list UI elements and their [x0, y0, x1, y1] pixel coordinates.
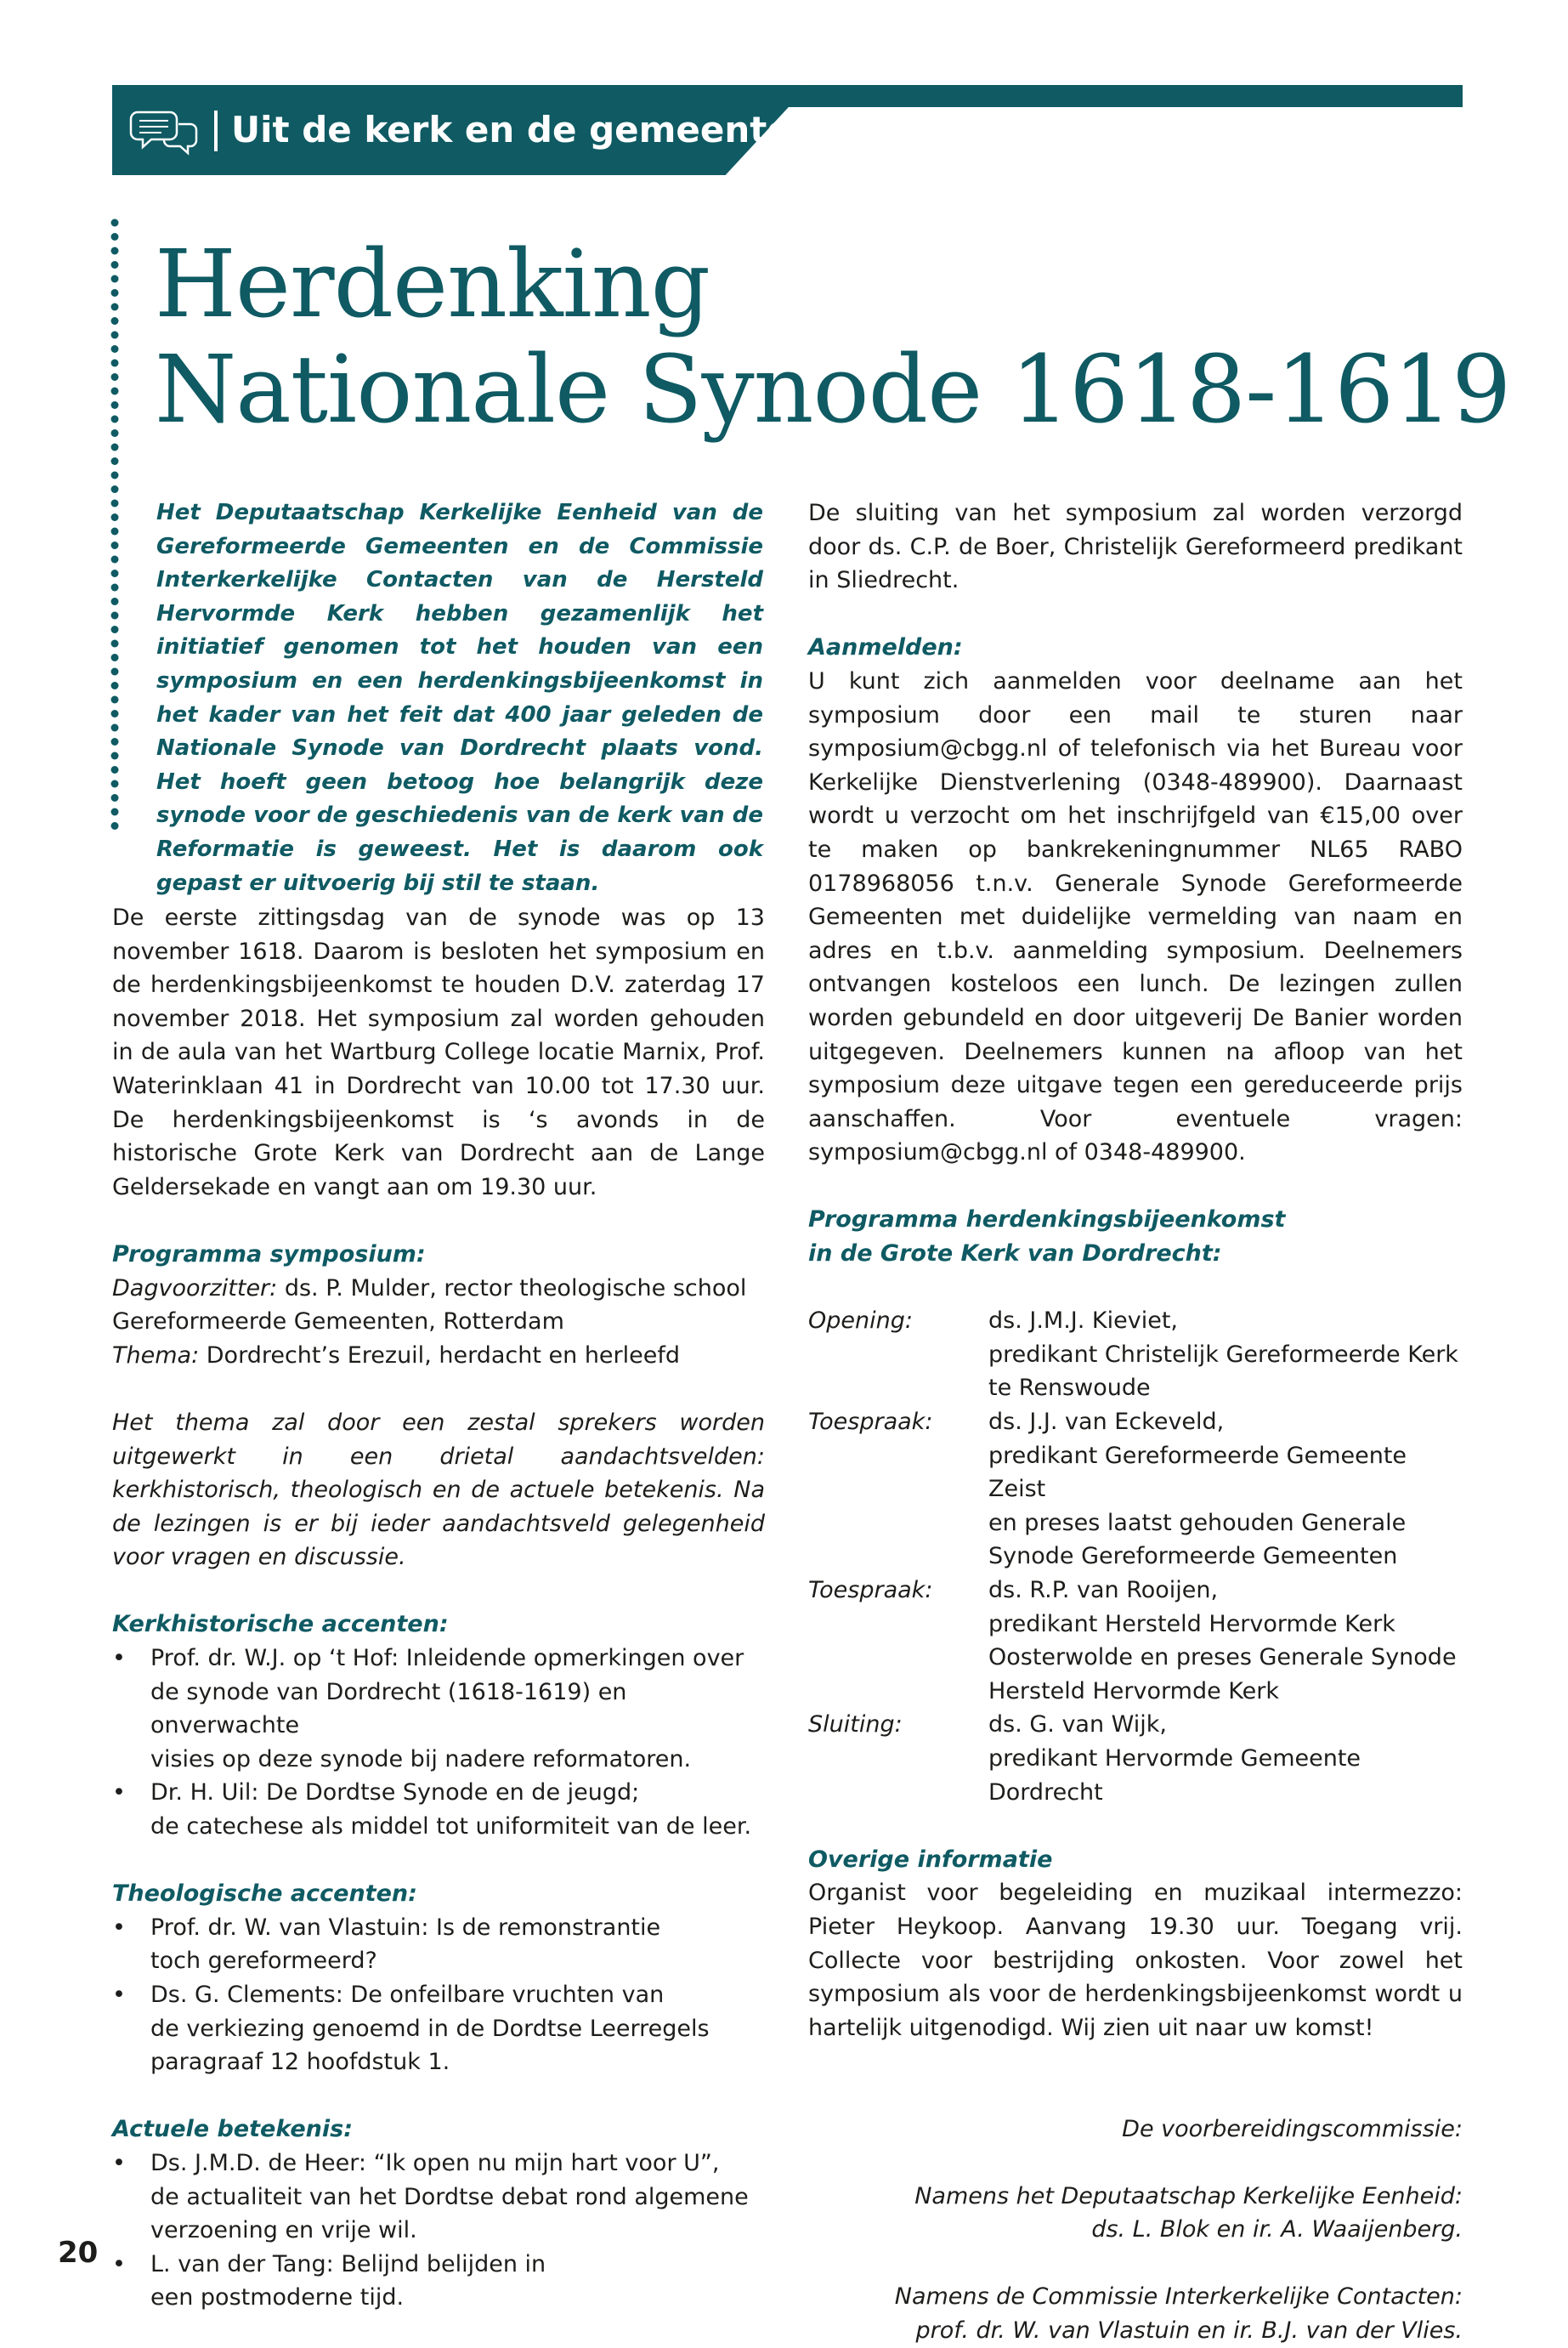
speaker-line: Prof. dr. W.J. op ‘t Hof: Inleidende opmerkingen over — [150, 1645, 744, 1672]
header-separator — [214, 111, 218, 151]
rule-dot — [111, 472, 119, 479]
rule-dot — [111, 317, 119, 325]
title-line-1: Herdenking — [155, 230, 710, 338]
rule-dot — [111, 752, 119, 760]
rule-dot — [111, 612, 119, 620]
speaker-line: L. van der Tang: Belijnd belijden in — [150, 2250, 546, 2277]
rule-dot — [111, 444, 119, 451]
rule-dot — [111, 388, 119, 395]
program-row — [808, 1405, 1463, 1574]
rule-dot — [111, 485, 119, 493]
program-line: te Renswoude — [988, 1375, 1151, 1402]
rule-dot — [111, 640, 119, 648]
rule-dot — [111, 429, 119, 437]
rule-dot — [111, 219, 119, 227]
speaker-line: Dr. H. Uil: De Dordtse Synode en de jeugd; — [150, 1779, 640, 1806]
speaker-item — [112, 1911, 765, 1978]
program-line: ds. J.M.J. Kieviet, — [988, 1307, 1179, 1335]
program-details — [988, 1708, 1463, 1809]
signature-1-line-1: Namens het Deputaatschap Kerkelijke Eenheid: — [914, 2182, 1463, 2209]
rule-dot — [111, 780, 119, 788]
program-line: ds. G. van Wijk, — [988, 1711, 1168, 1738]
program-line: ds. J.J. van Eckeveld, — [988, 1409, 1225, 1436]
intro-body: De eerste zittingsdag van de synode was op 13 november 1618. Daarom is besloten het symposium en de herdenkingsbijeenkomst te houden D.V. zaterdag 17 november 2018. Het symposium zal worden gehouden in de aula van het Wartburg College locatie Marnix, Prof. Waterinklaan 41 in Dordrecht van 10.00 tot 17.30 uur. De herdenkingsbijeenkomst is ‘s avonds in de historische Grote Kerk van Dordrecht aan de Lange Geldersekade en vangt aan om 19.30 uur. — [112, 905, 765, 1200]
program-details — [988, 1574, 1463, 1708]
programma-herdenking-heading-1: Programma herdenkingsbijeenkomst — [808, 1206, 1286, 1234]
programma-herdenking-heading-2: in de Grote Kerk van Dordrecht: — [808, 1240, 1222, 1268]
dagvoorzitter-line-2: Gereformeerde Gemeenten, Rotterdam — [112, 1308, 564, 1336]
rule-dot — [111, 570, 119, 577]
program-row — [808, 1574, 1463, 1708]
program-line: predikant Hervormde Gemeente Dordrecht — [988, 1744, 1361, 1806]
rule-dot — [111, 247, 119, 255]
rule-dot — [111, 682, 119, 689]
rule-dot — [111, 401, 119, 409]
rule-dot — [111, 654, 119, 661]
program-row — [808, 1708, 1463, 1809]
programma-symposium-heading: Programma symposium: — [112, 1240, 426, 1268]
section-heading: Kerkhistorische accenten: — [112, 1611, 449, 1638]
rule-dot — [111, 289, 119, 297]
program-line: Synode Gereformeerde Gemeenten — [988, 1543, 1398, 1570]
overige-body: Organist voor begeleiding en muzikaal intermezzo: Pieter Heykoop. Aanvang 19.30 uur. Toegang vrij. Collecte voor bestrijding onkosten. Voor zowel het symposium als voor de herdenkingsbijeenkomst wordt u hartelijk uitgenodigd. Wij zien uit naar uw komst! — [808, 1880, 1463, 2041]
signature-2-line-2: prof. dr. W. van Vlastuin en ir. B.J. van der Vlies. — [915, 2317, 1463, 2345]
aanmelden-body: U kunt zich aanmelden voor deelname aan het symposium door een mail te sturen naar symposium@cbgg.nl of telefonisch via het Bureau voor Kerkelijke Dienstverlening (0348-489900). Daarnaast wordt u verzocht om het inschrijfgeld van €15,00 over te maken op bankrekeningnummer NL65 RABO 0178968056 t.n.v. Generale Synode Gereformeerde Gemeenten met duidelijke vermelding van naam en adres en t.b.v. aanmelding symposium. Deelnemers ontvangen kosteloos een lunch. De lezingen zullen worden gebundeld en door uitgeverij De Banier worden uitgegeven. Deelnemers kunnen na afloop van het symposium deze uitgave tegen een gereduceerde prijs aanschaffen. Voor eventuele vragen: symposium@cbgg.nl of 0348-489900. — [808, 667, 1463, 1166]
section-heading: Actuele betekenis: — [112, 2116, 353, 2143]
speaker-line: Prof. dr. W. van Vlastuin: Is de remonstrantie — [150, 1914, 661, 1941]
rule-dot — [111, 345, 119, 353]
article-title — [155, 231, 1510, 442]
program-role: Opening: — [808, 1307, 913, 1335]
signature-1-line-2: ds. L. Blok en ir. A. Waaijenberg. — [1091, 2216, 1463, 2243]
bullet-icon: • — [112, 1779, 126, 1806]
rule-dot — [111, 598, 119, 605]
dagvoorzitter-line: Dagvoorzitter: ds. P. Mulder, rector theologische school — [112, 1274, 747, 1302]
speaker-line: een postmoderne tijd. — [150, 2284, 405, 2311]
rule-dot — [111, 513, 119, 521]
bullet-icon: • — [112, 1982, 126, 2008]
intro-text: Het Deputaatschap Kerkelijke Eenheid van de Gereformeerde Gemeenten en de Commissie Interkerkelijke Contacten van de Hersteld Hervormde Kerk hebben gezamenlijk het initiatief genomen tot het houden van een symposium en een herdenkingsbijeenkomst in het kader van het feit dat 400 jaar geleden de Nationale Synode van Dordrecht plaats vond. Het hoeft geen betoog hoe belangrijk deze synode voor de geschiedenis van de kerk van de Reformatie is geweest. Het is daarom ook gepast er uitvoerig bij stil te staan. — [156, 500, 763, 896]
rule-dot — [111, 766, 119, 774]
rule-dot — [111, 710, 119, 717]
rule-dot — [111, 261, 119, 269]
overige-heading: Overige informatie — [808, 1846, 1053, 1873]
program-line: predikant Gereformeerde Gemeente Zeist — [988, 1442, 1407, 1503]
thema-note: Het thema zal door een zestal sprekers worden uitgewerkt in een drietal aandachtsvelden: kerkhistorisch, theologisch en de actuele betekenis. Na de lezingen is er bij ieder aandachtsveld gelegenheid voor vragen en discussie. — [112, 1409, 765, 1571]
program-line: predikant Hersteld Hervormde Kerk — [988, 1610, 1395, 1637]
program-role: Sluiting: — [808, 1711, 903, 1738]
speaker-line: toch gereformeerd? — [150, 1948, 377, 1975]
bullet-icon: • — [112, 1645, 126, 1672]
speaker-list — [112, 1911, 765, 2079]
program-line: Oosterwolde en preses Generale Synode — [988, 1644, 1457, 1671]
thema-line: Thema: Dordrecht’s Erezuil, herdacht en herleefd — [112, 1341, 681, 1369]
section-heading: Theologische accenten: — [112, 1880, 417, 1908]
speaker-line: Ds. G. Clements: De onfeilbare vruchten van — [150, 1982, 665, 2008]
program-line: en preses laatst gehouden Generale — [988, 1509, 1407, 1536]
closing-text: De sluiting van het symposium zal worden verzorgd door ds. C.P. de Boer, Christelijk Gereformeerd predikant in Sliedrecht. — [808, 500, 1463, 594]
rule-dot — [111, 696, 119, 704]
program-details — [988, 1405, 1463, 1574]
speaker-item — [112, 2147, 765, 2248]
speaker-line: paragraaf 12 hoofdstuk 1. — [150, 2049, 450, 2076]
speaker-line: de verkiezing genoemd in de Dordtse Leerregels — [150, 2015, 710, 2042]
speaker-line: de actualiteit van het Dordtse debat rond algemene — [150, 2183, 749, 2210]
rule-dot — [111, 233, 119, 241]
signoff: De voorbereidingscommissie: — [1122, 2115, 1463, 2142]
rule-dot — [111, 808, 119, 816]
rule-dot — [111, 275, 119, 283]
rule-dot — [111, 584, 119, 592]
title-line-2: Nationale Synode 1618-1619 — [155, 335, 1511, 444]
speaker-list — [112, 2147, 765, 2315]
program-table — [808, 1304, 1463, 1809]
speaker-line: visies op deze synode bij nadere reformatoren. — [150, 1745, 692, 1772]
speaker-item — [112, 1978, 765, 2079]
aanmelden-heading: Aanmelden: — [808, 634, 963, 661]
speaker-line: verzoening en vrije wil. — [150, 2217, 417, 2244]
program-details — [988, 1304, 1463, 1405]
program-role: Toespraak: — [808, 1577, 933, 1603]
rule-dot — [111, 822, 119, 830]
page-number: 20 — [58, 2236, 99, 2270]
rule-dot — [111, 332, 119, 339]
signature-2-line-1: Namens de Commissie Interkerkelijke Contacten: — [894, 2283, 1463, 2311]
bullet-icon: • — [112, 1914, 126, 1941]
rule-dot — [111, 528, 119, 536]
rule-dot — [111, 556, 119, 564]
section-title: Uit de kerk en de gemeenten — [231, 109, 817, 150]
program-line: predikant Christelijk Gereformeerde Kerk — [988, 1341, 1458, 1368]
bullet-icon: • — [112, 2149, 126, 2176]
speech-bubbles-icon — [129, 105, 201, 160]
program-row — [808, 1304, 1463, 1405]
rule-dot — [111, 542, 119, 549]
left-column — [112, 901, 765, 2315]
rule-dot — [111, 457, 119, 465]
dotted-rule — [109, 218, 121, 830]
speaker-sections — [112, 1574, 765, 2315]
rule-dot — [111, 738, 119, 746]
rule-dot — [111, 303, 119, 311]
rule-dot — [111, 500, 119, 508]
right-column — [808, 496, 1463, 2348]
rule-dot — [111, 416, 119, 423]
speaker-list — [112, 1642, 765, 1844]
speaker-item — [112, 2248, 765, 2315]
rule-dot — [111, 668, 119, 676]
rule-dot — [111, 626, 119, 633]
speaker-item — [112, 1776, 765, 1843]
bullet-icon: • — [112, 2250, 126, 2277]
program-role: Toespraak: — [808, 1409, 933, 1436]
speaker-item — [112, 1642, 765, 1776]
rule-dot — [111, 373, 119, 381]
speaker-line: Ds. J.M.D. de Heer: “Ik open nu mijn hart voor U”, — [150, 2149, 720, 2176]
program-line: Hersteld Hervormde Kerk — [988, 1677, 1279, 1704]
program-line: ds. R.P. van Rooijen, — [988, 1577, 1219, 1603]
speaker-line: de catechese als middel tot uniformiteit van de leer. — [150, 1813, 752, 1840]
rule-dot — [111, 724, 119, 732]
speaker-line: de synode van Dordrecht (1618-1619) en onverwachte — [150, 1678, 627, 1739]
rule-dot — [111, 794, 119, 802]
rule-dot — [111, 360, 119, 367]
